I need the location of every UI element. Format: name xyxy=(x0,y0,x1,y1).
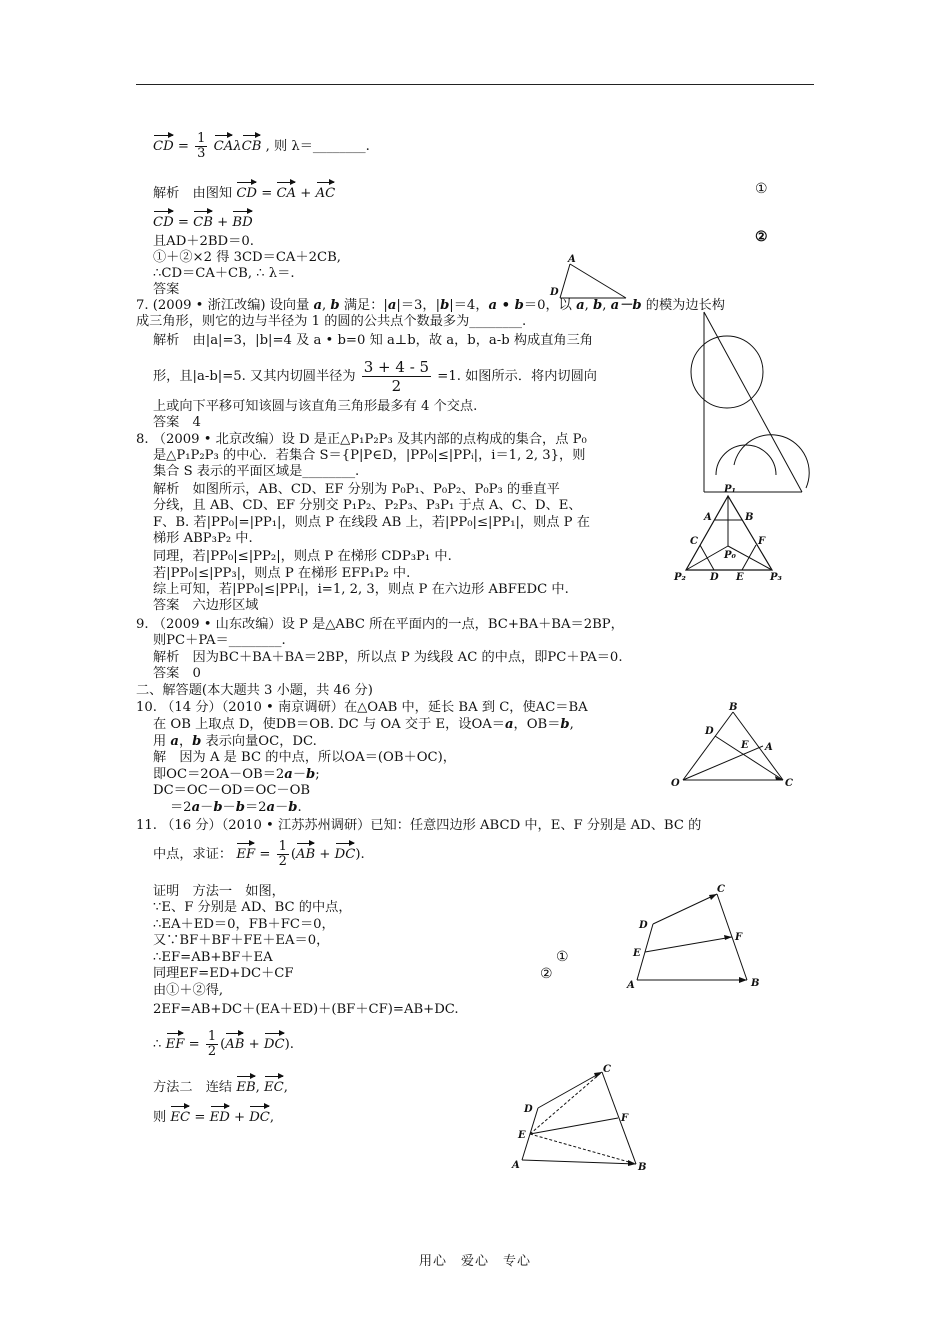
vec-a: a xyxy=(313,298,323,313)
label-e: E xyxy=(736,572,744,582)
edge-dc xyxy=(538,1072,602,1108)
vec-b: b xyxy=(560,717,570,732)
mark-one: ① xyxy=(755,181,768,197)
q10-line-2 xyxy=(153,717,574,733)
text: ， xyxy=(178,734,193,749)
text: 用 xyxy=(153,734,171,749)
dot-product: a • b xyxy=(488,298,524,313)
q9-answer: 答案 0 xyxy=(153,666,201,681)
vector-cd: CD xyxy=(236,180,257,202)
text: , xyxy=(322,298,331,313)
vector-bd: BD xyxy=(232,209,252,231)
q6-blank-text: , 则 λ＝________. xyxy=(265,139,370,154)
label-p0: P₀ xyxy=(724,550,736,561)
text: ; xyxy=(315,767,320,782)
q11-method-two-eq xyxy=(153,1104,274,1126)
q6-analysis-line xyxy=(153,180,335,202)
fraction-half xyxy=(277,840,289,869)
q7-analysis-3: 上或向下平移可知该圆与该直角三角形最多有 4 个交点. xyxy=(153,399,478,414)
equals: = xyxy=(259,847,275,862)
label-a: A xyxy=(765,742,773,753)
vec-a: a xyxy=(191,800,201,815)
text-line: ∴CD＝CA＋CB, ∴ λ＝. xyxy=(153,266,295,281)
q11-line-4: ∵E、F 分别是 AD、BC 的中点， xyxy=(153,900,352,915)
equals: = xyxy=(177,215,189,230)
q7-answer: 答案 4 xyxy=(153,415,201,430)
vec-b: b xyxy=(192,734,202,749)
frac-num: 1 xyxy=(197,131,206,146)
q7-analysis-1: 解析 由|a|=3，|b|=4 及 a • b=0 知 a⊥b，故 a，b，a-b 构成直角三角 xyxy=(153,333,593,348)
q8-line-6: F、B. 若|PP₀|=|PP₁|，则点 P 在线段 AB 上，若|PP₀|≤|PP₁|，则点 P 在 xyxy=(153,515,590,530)
equilateral-figure xyxy=(672,482,788,582)
vec-b: b xyxy=(213,800,223,815)
text: , xyxy=(283,1080,288,1095)
vec-b: b xyxy=(288,800,298,815)
label-a: A xyxy=(568,254,576,265)
segment-dc xyxy=(715,736,783,780)
label-d: D xyxy=(639,920,648,931)
equals: = xyxy=(177,139,189,154)
vec-a: a xyxy=(170,734,179,749)
q8-line-9: 若|PP₀|≤|PP₃|，则点 P 在梯形 EFP₁P₂ 中. xyxy=(153,566,411,581)
plus: + xyxy=(233,1110,250,1125)
header-rule xyxy=(136,84,814,85)
vec-b: b xyxy=(306,767,316,782)
text: 7. (2009 • 浙江改编) 设向量 xyxy=(136,298,314,313)
text: ). xyxy=(355,847,365,862)
q6-equation-line xyxy=(153,132,370,161)
plus: + xyxy=(300,186,312,201)
frac-num: 3 + 4 - 5 xyxy=(363,358,430,376)
text: , xyxy=(602,298,611,313)
tri-edge xyxy=(560,264,570,298)
label-b: B xyxy=(751,978,760,989)
label-b: B xyxy=(745,512,754,523)
bisector-ef xyxy=(742,545,756,570)
vec-a: a xyxy=(504,717,514,732)
text: =1. 如图所示．将内切圆向 xyxy=(437,369,597,384)
vector-ed: ED xyxy=(210,1104,230,1126)
text: |＝4， xyxy=(449,298,489,313)
q11-line-7: ∴EF=AB+BF＋EA xyxy=(153,950,273,965)
edge-dc xyxy=(653,894,717,924)
label-b: B xyxy=(638,1162,647,1173)
vector-cb: CB xyxy=(193,209,213,231)
q11-method-two xyxy=(153,1074,288,1096)
q10-line-5 xyxy=(153,767,320,783)
q8-line-5: 分线，且 AB、CD、EF 分别交 P₁P₂、P₂P₃、P₃P₁ 于点 A、C、D、E、 xyxy=(153,498,582,513)
q11-conclusion: ∴ EF = $\frac{1}{2}$ (AB + DC). xyxy=(153,1029,294,1059)
segment-ef xyxy=(530,1118,618,1134)
text: , xyxy=(269,1110,275,1125)
label-f: F xyxy=(735,932,743,943)
vector-ec: EC xyxy=(170,1104,190,1126)
frac-num: 1 xyxy=(278,839,287,854)
q8-line-1: 8. （2009 • 北京改编）设 D 是正△P₁P₂P₃ 及其内部的点构成的集合，点 P₀ xyxy=(136,432,587,447)
label-c: C xyxy=(603,1064,611,1075)
text: ＝2 xyxy=(170,800,192,815)
equals: = xyxy=(188,1037,204,1052)
vec-a-minus-b: a－b xyxy=(610,298,642,313)
label-b: B xyxy=(729,702,738,713)
text: ). xyxy=(284,1037,294,1052)
fraction-one-third xyxy=(195,132,207,161)
hypotenuse xyxy=(704,312,802,492)
label-a: A xyxy=(704,512,712,523)
label-p2: P₂ xyxy=(674,572,686,582)
tri-edge xyxy=(570,264,626,298)
vec-b: b xyxy=(440,298,450,313)
text: 即OC＝2OA－OB＝2 xyxy=(153,767,285,782)
frac-num: 1 xyxy=(207,1029,217,1044)
text: ＝0，以 xyxy=(523,298,577,313)
text: － xyxy=(200,800,214,815)
q11-line-1: 11. （16 分）（2010 • 江苏苏州调研）已知：任意四边形 ABCD 中，E、F 分别是 AD、BC 的 xyxy=(136,818,702,833)
text: － xyxy=(275,800,289,815)
text: ＝2 xyxy=(244,800,267,815)
q8-line-2: 是△P₁P₂P₃ 的中心．若集合 S＝{P|P∈D，|PP₀|≤|PPᵢ|，i＝1, 2, 3}，则 xyxy=(153,448,586,463)
label-a: A xyxy=(627,980,635,991)
q10-line-7 xyxy=(170,800,302,816)
text: , xyxy=(255,1080,265,1095)
vec-a: a xyxy=(576,298,585,313)
q6-eq2-line xyxy=(153,209,253,231)
text: , xyxy=(569,717,574,732)
vector-ab: AB xyxy=(296,841,315,863)
segment-eb-dashed xyxy=(530,1134,636,1164)
vector-dc: DC xyxy=(335,841,356,863)
vec-a: a xyxy=(266,800,276,815)
arrowhead xyxy=(709,894,717,900)
vector-ef: EF xyxy=(236,841,255,863)
q11-line-10: 2EF=AB+DC＋(EA＋ED)＋(BF＋CF)=AB+DC. xyxy=(153,1002,459,1017)
mark-one: ① xyxy=(556,949,569,965)
label-f: F xyxy=(758,536,766,547)
quadrilateral-figure-2 xyxy=(508,1060,658,1175)
vec-b: b xyxy=(235,800,245,815)
q9-line-2: 则PC＋PA＝________. xyxy=(153,633,286,648)
plus: + xyxy=(315,847,335,862)
vec-a: a xyxy=(284,767,293,782)
plus: + xyxy=(244,1037,264,1052)
text: 的模为边长构 xyxy=(641,298,725,313)
text: － xyxy=(222,800,236,815)
text-line: ①＋②×2 得 3CD＝CA＋2CB, xyxy=(153,250,341,265)
text: － xyxy=(292,767,307,782)
vector-ca: CA xyxy=(214,133,234,155)
label-p3: P₃ xyxy=(770,572,782,582)
circle-top xyxy=(691,336,763,408)
q9-line-1: 9. （2009 • 山东改编）设 P 是△ABC 所在平面内的一点，BC+BA＋BA＝2BP， xyxy=(136,617,624,632)
incircle-figure xyxy=(690,300,815,505)
vector-cd: CD xyxy=(153,133,174,155)
segment-ef xyxy=(645,937,732,952)
answer-label: 答案 xyxy=(153,282,180,297)
q8-line-7: 梯形 ABP₃P₂ 中. xyxy=(153,531,253,546)
label-c: C xyxy=(690,536,698,547)
label-f: F xyxy=(621,1113,629,1124)
vector-ec: EC xyxy=(264,1074,284,1096)
circle-mid xyxy=(716,445,776,475)
text: 中点，求证： xyxy=(153,847,233,862)
vec-b: b xyxy=(593,298,603,313)
edge-cb xyxy=(602,1072,636,1164)
text: 则 xyxy=(153,1110,171,1125)
q10-line-3 xyxy=(153,734,317,750)
fraction-half xyxy=(206,1030,218,1059)
lambda: λ xyxy=(233,139,242,154)
q10-line-6: DC＝OC－OD＝OC－OB xyxy=(153,783,311,798)
text: 满足：| xyxy=(339,298,388,313)
vector-dc: DC xyxy=(264,1031,285,1053)
text: 表示向量OC，DC. xyxy=(201,734,317,749)
text: 形，且|a-b|=5. 又其内切圆半径为 xyxy=(153,369,356,384)
text: , xyxy=(584,298,593,313)
q11-line-2: 中点，求证： EF = $\frac{1}{2}$ (AB + DC). xyxy=(153,839,365,869)
q7-line-2: 成三角形，则它的边与半径为 1 的圆的公共点个数最多为________. xyxy=(136,314,527,329)
bisector-cd xyxy=(700,545,714,570)
plus: + xyxy=(217,215,229,230)
text: |＝3，| xyxy=(396,298,441,313)
vector-ca: CA xyxy=(276,180,296,202)
edge-ab xyxy=(522,1160,636,1164)
q7-line-1 xyxy=(136,298,725,314)
equals: = xyxy=(261,186,273,201)
section-two-heading: 二、解答题(本大题共 3 小题，共 46 分) xyxy=(136,683,373,698)
oab-figure xyxy=(665,700,800,795)
vector-ef: EF xyxy=(166,1031,185,1053)
text: . xyxy=(297,800,302,815)
label-p1: P₁ xyxy=(724,484,736,495)
frac-den: 3 xyxy=(197,146,206,161)
label-c: C xyxy=(717,884,725,895)
label-d: D xyxy=(705,726,714,737)
text: 方法二 连结 xyxy=(153,1080,237,1095)
text: ，OB＝ xyxy=(513,717,561,732)
q11-line-5: ∴EA＋ED＝0，FB＋FC＝0， xyxy=(153,917,335,932)
label-o: O xyxy=(671,778,680,789)
circle-low xyxy=(734,435,809,488)
frac-den: 2 xyxy=(391,377,402,395)
vec-a: a xyxy=(387,298,397,313)
label-a: A xyxy=(512,1160,520,1171)
q11-line-9: 由①＋②得, xyxy=(153,983,224,998)
page-footer: 用心 爱心 专心 xyxy=(418,1254,531,1269)
q8-line-4: 解析 如图所示，AB、CD、EF 分别为 P₀P₁、P₀P₂、P₀P₃ 的垂直平 xyxy=(153,482,560,497)
fraction-radius xyxy=(362,358,431,395)
label-e: E xyxy=(518,1130,526,1141)
text: 在 OB 上取点 D，使DB＝OB. DC 与 OA 交于 E，设OA＝ xyxy=(153,717,505,732)
vector-eb: EB xyxy=(236,1074,255,1096)
q11-line-3: 证明 方法一 如图， xyxy=(153,884,285,899)
text: ∴ xyxy=(153,1037,166,1052)
label-e: E xyxy=(633,948,641,959)
mark-two: ② xyxy=(755,229,768,245)
q7-analysis-2 xyxy=(153,358,597,395)
label-d: D xyxy=(710,572,719,582)
segment-ec-dashed xyxy=(530,1072,602,1134)
quadrilateral-figure-1 xyxy=(625,880,775,995)
vec-b: b xyxy=(330,298,340,313)
label-d: D xyxy=(550,287,559,298)
frac-den: 2 xyxy=(278,854,287,869)
q10-line-1: 10. （14 分）（2010 • 南京调研）在△OAB 中，延长 BA 到 C，使AC＝BA xyxy=(136,700,588,715)
q9-analysis: 解析 因为BC＋BA＋BA＝2BP，所以点 P 为线段 AC 的中点，即PC＋PA＝0. xyxy=(153,650,623,665)
arrowhead xyxy=(724,935,732,940)
mark-two: ② xyxy=(540,966,553,982)
vector-cd: CD xyxy=(153,209,174,231)
q8-line-3: 集合 S 表示的平面区域是________. xyxy=(153,464,360,479)
vector-dc: DC xyxy=(249,1104,270,1126)
q11-line-8: 同理EF=ED+DC＋CF xyxy=(153,966,294,981)
q11-line-6: 又∵BF＋BF＋FE＋EA＝0， xyxy=(153,933,330,948)
q8-line-8: 同理，若|PP₀|≤|PP₂|，则点 P 在梯形 CDP₃P₁ 中. xyxy=(153,549,452,564)
vector-cb: CB xyxy=(242,133,262,155)
label-e: E xyxy=(741,740,749,751)
text-line: 且AD＋2BD＝0. xyxy=(153,234,254,249)
label-c: C xyxy=(785,778,793,789)
vector-ab: AB xyxy=(225,1031,244,1053)
q8-line-10: 综上可知，若|PP₀|≤|PPᵢ|，i=1, 2, 3，则点 P 在六边形 ABFEDC 中. xyxy=(153,582,569,597)
label-d: D xyxy=(524,1104,533,1115)
vector-ac: AC xyxy=(316,180,336,202)
q10-line-4: 解 因为 A 是 BC 的中点，所以OA＝(OB＋OC)， xyxy=(153,750,456,765)
frac-den: 2 xyxy=(207,1044,217,1059)
equals: = xyxy=(194,1110,210,1125)
q8-answer: 答案 六边形区域 xyxy=(153,598,259,613)
arrowhead xyxy=(594,1072,602,1078)
analysis-label: 解析 由图知 xyxy=(153,186,233,201)
